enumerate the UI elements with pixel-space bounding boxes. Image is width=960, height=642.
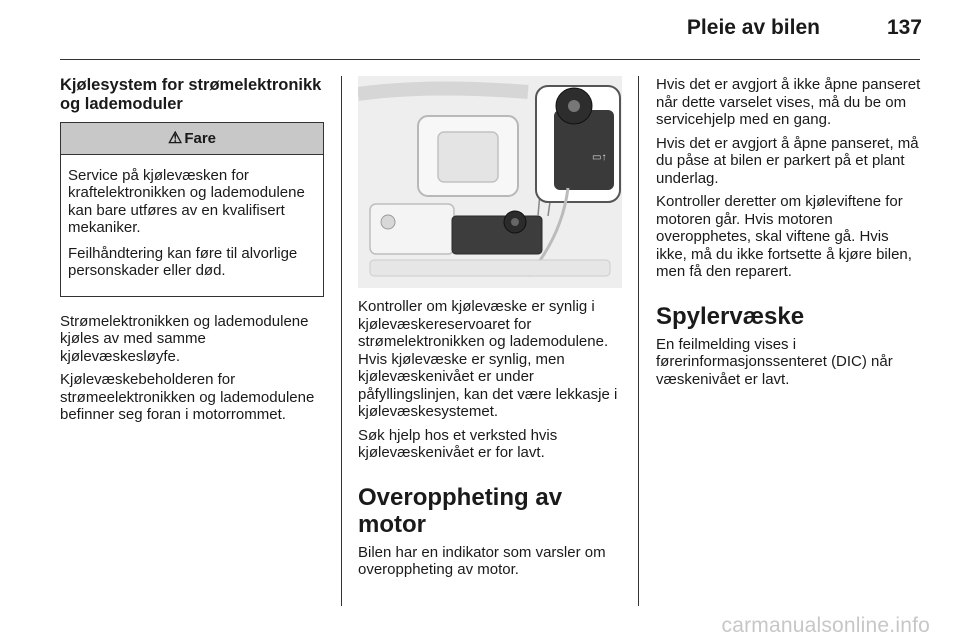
column-divider-1 bbox=[341, 76, 342, 606]
paragraph-reservoir-location: Kjølevæskebeholderen for strømeelektronikken og lademodulene befinner seg foran i motorrommet. bbox=[60, 371, 315, 423]
paragraph-check-coolant: Kontroller om kjølevæske er synlig i kjølevæskereservoaret for strømelektronikken og lademodulene. Hvis kjølevæske er synlig, men kjølevæskenivået er under påfyllingslinjen, kan det være lekkasje i kjølevæskesystemet. bbox=[358, 298, 618, 420]
paragraph-overheat-indicator: Bilen har en indikator som varsler om overoppheting av motor. bbox=[358, 543, 606, 578]
column-3 bbox=[656, 76, 922, 394]
column-divider-2 bbox=[638, 76, 639, 606]
warning-label: Fare bbox=[184, 130, 217, 147]
paragraph-low-coolant: Søk hjelp hos et verksted hvis kjølevæskenivået er for lavt. bbox=[358, 426, 558, 461]
paragraph-washer-fluid: En feilmelding vises i førerinformasjonssenteret (DIC) når væskenivået er lavt. bbox=[656, 335, 893, 388]
paragraph-cooling-loop: Strømelektronikken og lademodulene kjøles av med samme kjølevæskesløyfe. bbox=[60, 312, 309, 365]
warning-text-2: Feilhåndtering kan føre til alvorlige personskader eller død. bbox=[68, 244, 298, 279]
engine-bay-illustration bbox=[358, 76, 622, 288]
warning-box bbox=[60, 122, 324, 297]
warning-body bbox=[61, 155, 323, 296]
paragraph-no-open-hood: Hvis det er avgjort å ikke åpne panseret når dette varselet vises, må du be om servicehjelp med en gang. bbox=[656, 76, 921, 128]
warning-triangle-icon: ⚠ bbox=[167, 130, 183, 147]
warning-header bbox=[61, 123, 323, 155]
svg-text:▭↑: ▭↑ bbox=[592, 152, 607, 163]
watermark: carmanualsonline.info bbox=[721, 614, 930, 637]
column-2 bbox=[358, 76, 622, 585]
heading-engine-overheating: Overoppheting av motor bbox=[358, 483, 563, 538]
section-title-cooling-system: Kjølesystem for strømelektronikk og lademoduler bbox=[60, 76, 322, 113]
paragraph-check-fans: Kontroller deretter om kjøleviftene for motoren går. Hvis motoren overopphetes, skal viftene gå. Hvis ikke, må du ikke fortsette å kjøre bilen, men få den reparert. bbox=[656, 193, 912, 280]
page-number: 137 bbox=[886, 16, 922, 39]
paragraph-open-hood: Hvis det er avgjort å åpne panseret, må du påse at bilen er parkert på et plant underlag. bbox=[656, 134, 919, 187]
warning-text-1: Service på kjølevæsken for kraftelektronikken og lademodulene kan bare utføres av en kvalifisert mekaniker. bbox=[68, 166, 305, 236]
heading-washer-fluid: Spylervæske bbox=[656, 302, 805, 330]
column-1 bbox=[60, 76, 326, 430]
page-header-title: Pleie av bilen bbox=[686, 16, 820, 39]
header-rule bbox=[60, 59, 920, 60]
